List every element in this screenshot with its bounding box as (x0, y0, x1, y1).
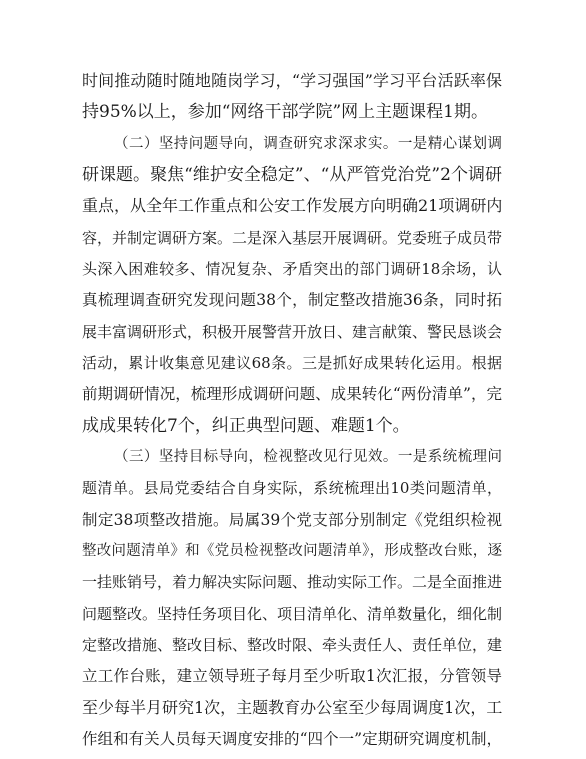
body-text-line: 重点，从全年工作重点和公安工作发展方向明确21项调研内 (82, 196, 502, 215)
body-text-line: 活动，累计收集意见建议68条。三是抓好成果转化运用。根据 (82, 354, 502, 372)
body-text-line: 头深入困难较多、情况复杂、矛盾突出的部门调研18余场，认 (82, 260, 502, 278)
body-text-line: 整改问题清单》和《党员检视整改问题清单》，形成整改台账，逐 (82, 543, 502, 559)
body-text-line: 研课题。聚焦“维护安全稳定”、“从严管党治党”2个调研 (82, 165, 502, 185)
body-text-line: 展丰富调研形式，积极开展警营开放日、建言献策、警民恳谈会 (82, 323, 502, 341)
section-heading-line: （三）坚持目标导向，检视整改见行见效。一是系统梳理问 (114, 449, 502, 465)
body-text-line: 真梳理调查研究发现问题38个，制定整改措施36条，同时拓 (82, 291, 502, 309)
body-text-line: 前期调研情况，梳理形成调研问题、成果转化“两份清单”，完 (82, 385, 502, 403)
body-text-line: 定整改措施、整改目标、整改时限、牵头责任人、责任单位，建 (82, 636, 502, 654)
body-text-line: 成成果转化7个，纠正典型问题、难题1个。 (82, 416, 410, 436)
body-text-line: 容，并制定调研方案。二是深入基层开展调研。党委班子成员带 (82, 229, 502, 247)
body-text-line: 一挂账销号，着力解决实际问题、推动实际工作。二是全面推进 (82, 573, 502, 591)
body-text-line: 制定38项整改措施。局属39个党支部分别制定《党组织检视 (82, 511, 502, 529)
body-text-line: 至少每半月研究1次，主题教育办公室至少每周调度1次，工 (82, 698, 502, 717)
body-text-line: 题清单。县局党委结合自身实际，系统梳理出10类问题清单， (82, 479, 502, 497)
section-heading-line: （二）坚持问题导向，调查研究求深求实。一是精心谋划调 (114, 136, 502, 152)
body-text-line: 时间推动随时随地随岗学习，“学习强国”学习平台活跃率保 (82, 71, 502, 90)
body-text-line: 立工作台账，建立领导班子每月至少听取1次汇报，分管领导 (82, 667, 502, 685)
body-text-line: 问题整改。坚持任务项目化、项目清单化、清单数量化，细化制 (82, 605, 502, 623)
body-text-line: 作组和有关人员每天调度安排的“四个一”定期研究调度机制， (82, 730, 502, 748)
body-text-line: 持95%以上，参加“网络干部学院”网上主题课程1期。 (82, 102, 488, 122)
